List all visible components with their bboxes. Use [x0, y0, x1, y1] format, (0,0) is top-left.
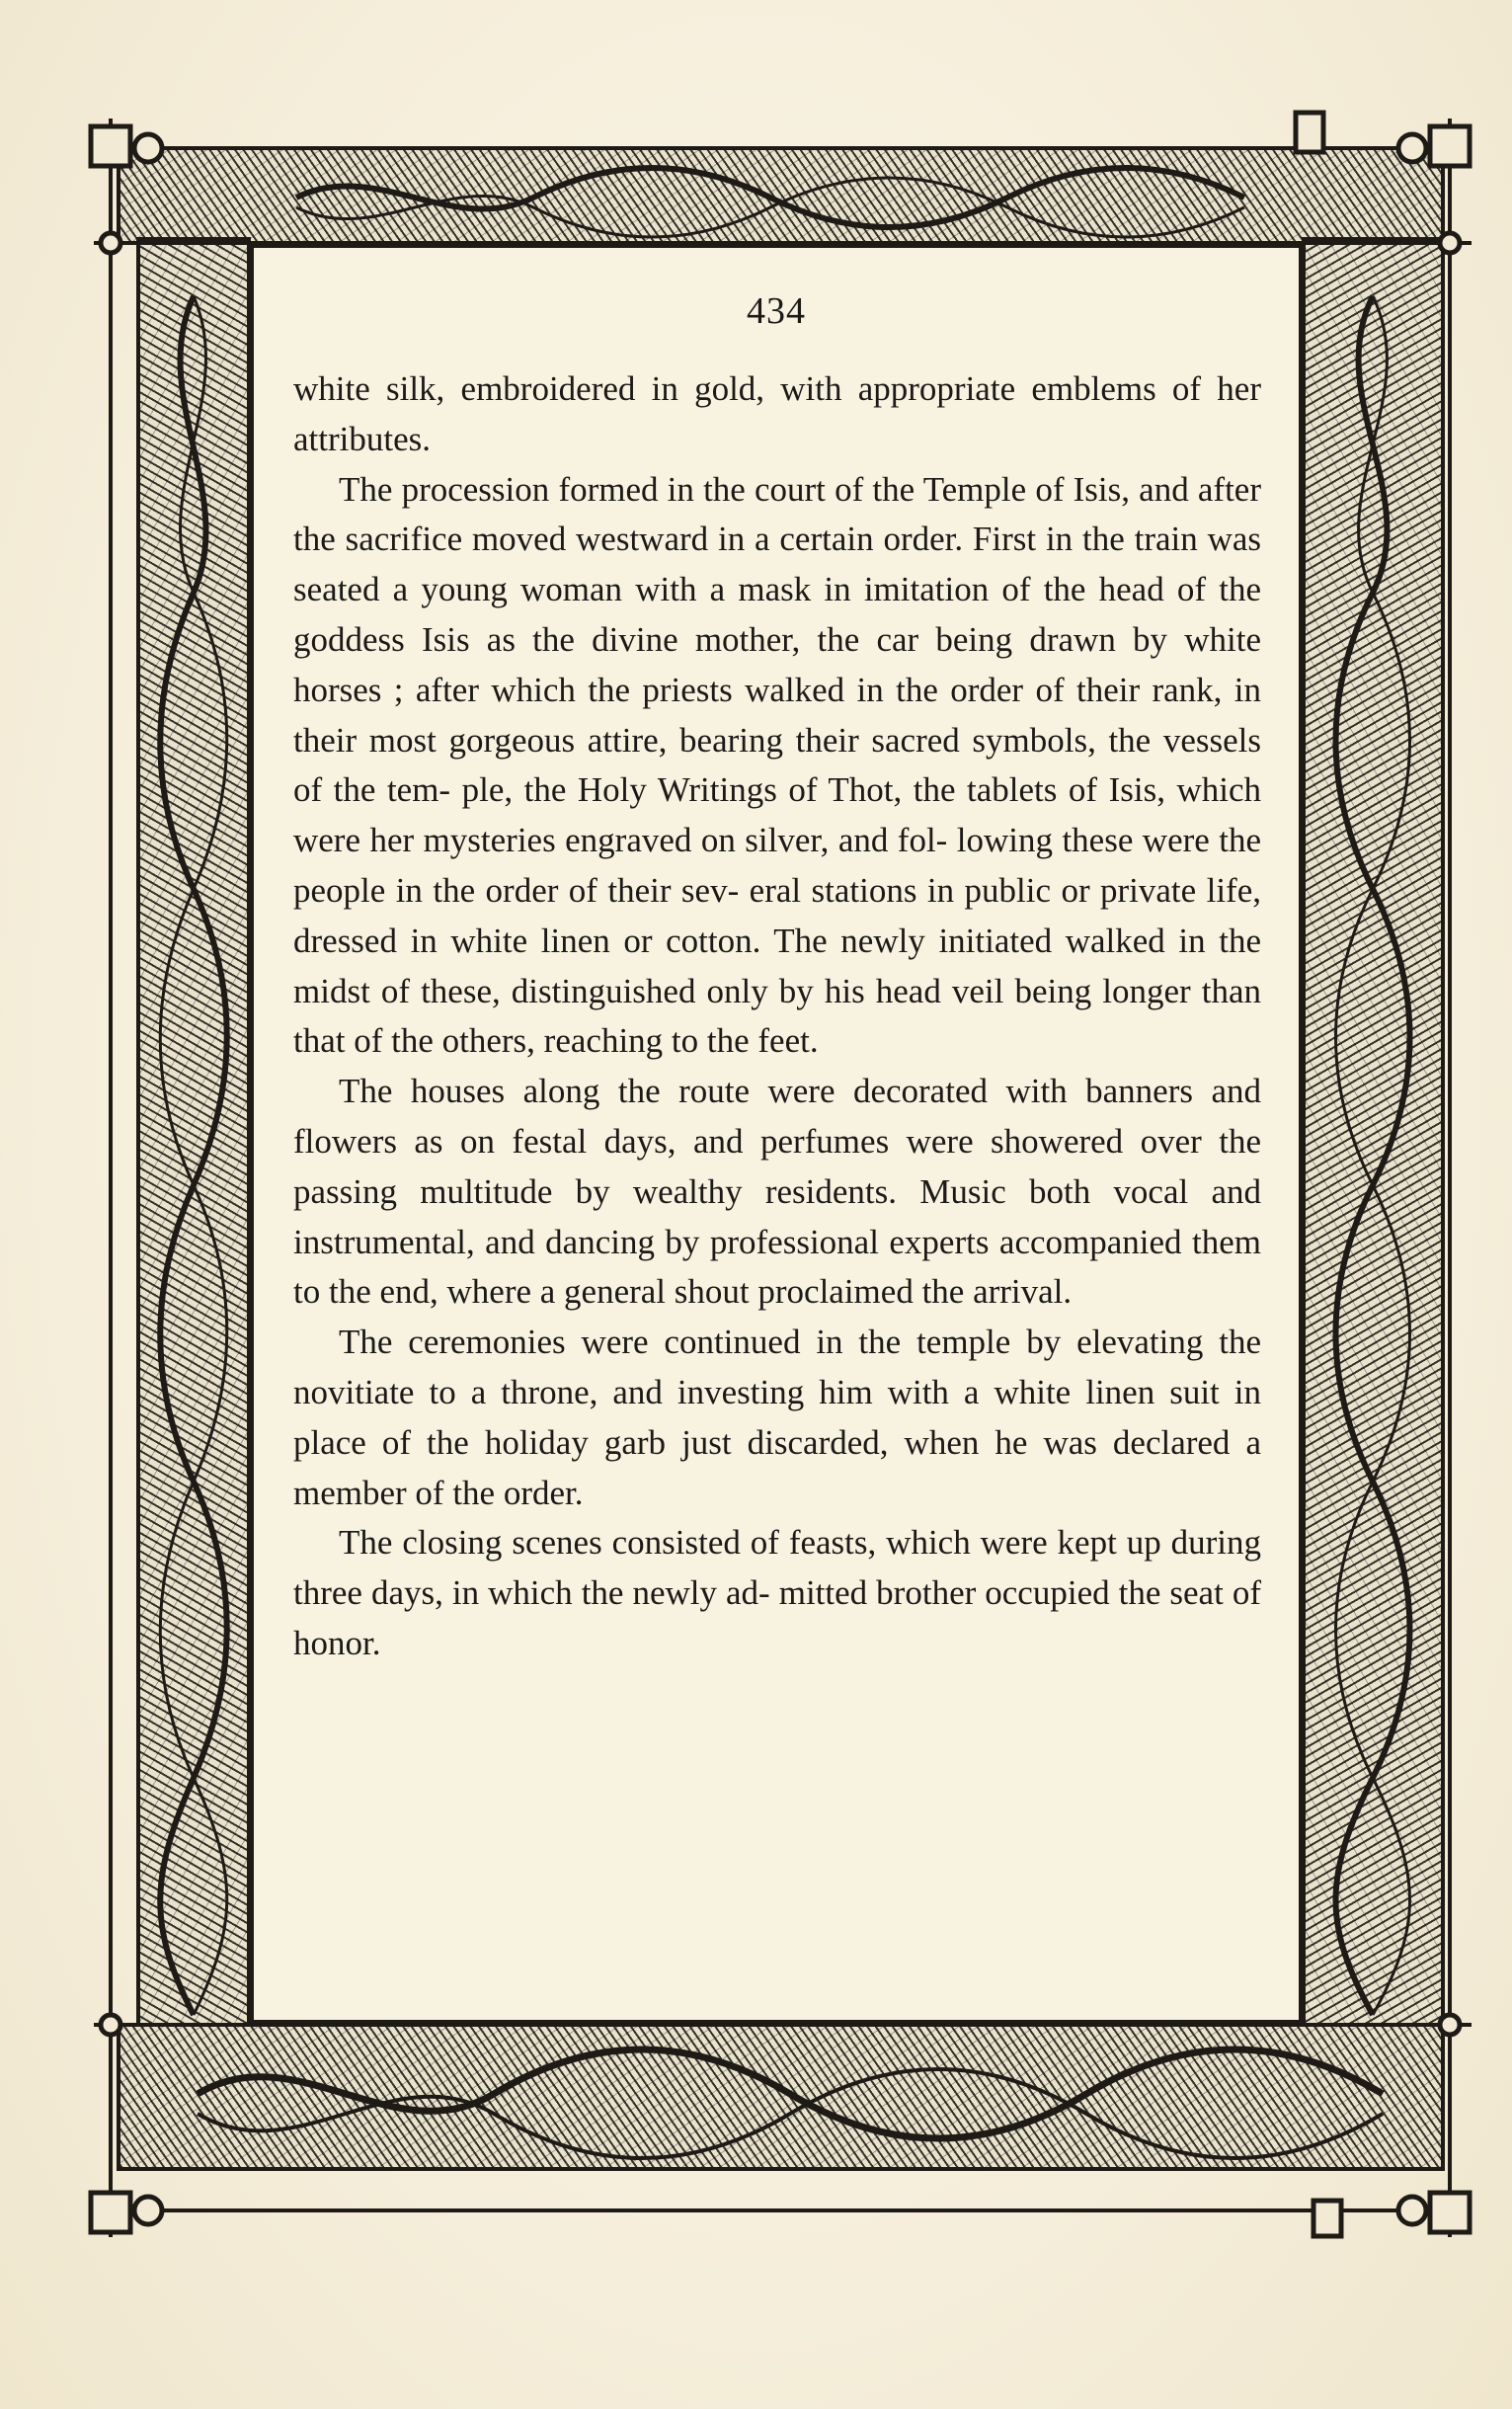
paragraph-1: white silk, embroidered in gold, with appropriate emblems of her attributes.	[293, 369, 1261, 458]
paragraph-5: The closing scenes consisted of feasts, which were kept up during three days, in which the newly ad- mitted brother occupied the seat of honor.	[293, 1523, 1261, 1662]
text-panel	[251, 245, 1302, 2023]
ornamental-border-left	[136, 237, 251, 2031]
ornamental-border-bottom	[117, 2023, 1445, 2171]
body-text	[293, 364, 1261, 1669]
page-number: 434	[747, 290, 806, 332]
paragraph-3: The houses along the route were decorated with banners and flowers as on festal days, and perfumes were showered over the passing multitude by wealthy residents. Music both vocal and instrumental, and dancing by professional experts accompanied them to the end, where a general shout proclaimed the arrival.	[293, 1072, 1261, 1312]
ornamental-border-right	[1302, 237, 1445, 2031]
paragraph-2: The procession formed in the court of the Temple of Isis, and after the sacrifice moved westward in a certain order. First in the train was seated a young woman with a mask in imitation of the head of the goddess Isis as the divine mother, the car being drawn by white horses ; after which the priests walked in the order of their rank, in their most gorgeous attire, bearing their sacred symbols, the vessels of the tem- ple, the Holy Writings of Thot, the tablets of Isis, which were her mysteries engraved on silver, and fol- lowing these were the people in the order of their sev- eral stations in public or private life, dressed in white linen or cotton. The newly initiated walked in the midst of these, distinguished only by his head veil being longer than that of the others, reaching to the feet.	[293, 469, 1261, 1061]
paragraph-4: The ceremonies were continued in the temple by elevating the novitiate to a throne, and investing him with a white linen suit in place of the holiday garb just discarded, when he was declared a member of the order.	[293, 1323, 1261, 1512]
ornamental-border-top	[117, 146, 1445, 245]
